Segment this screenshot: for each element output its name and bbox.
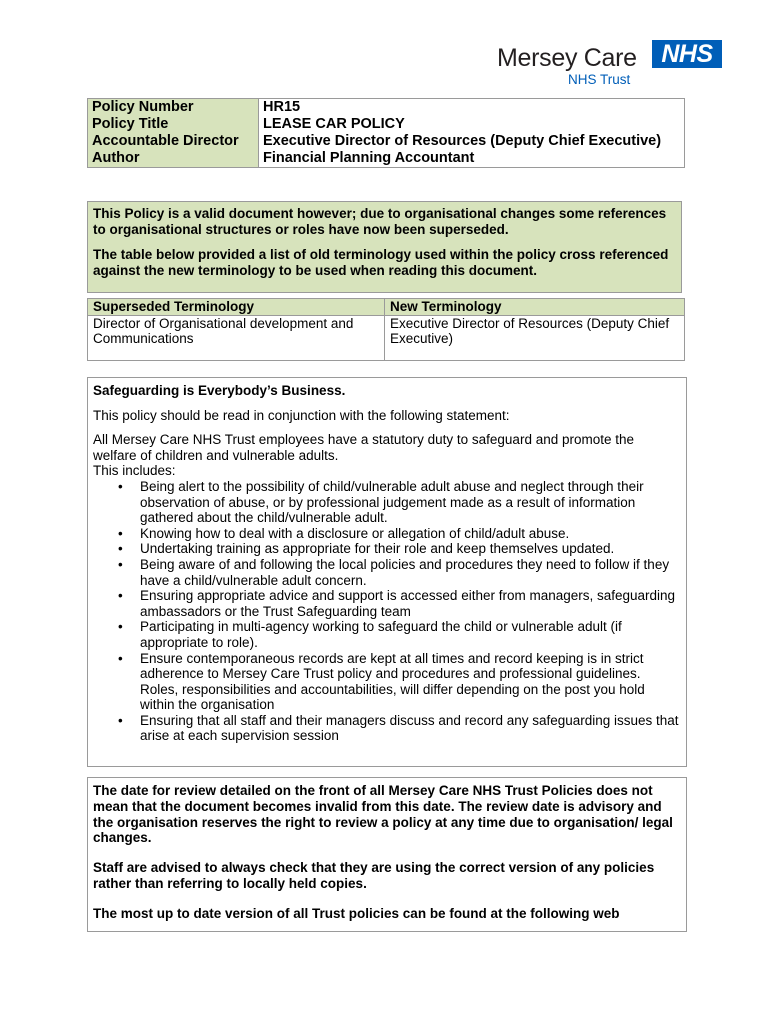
policy-title-label: Policy Title [88, 116, 259, 133]
list-item: • Being aware of and following the local policies and procedures they need to follow if they have a child/vulnerable adult concern. [140, 557, 681, 588]
policy-number-label: Policy Number [88, 99, 259, 117]
new-terminology-header: New Terminology [385, 299, 685, 316]
review-paragraph: Staff are advised to always check that they are using the correct version of any policies rather than referring to locally held copies. [93, 860, 655, 891]
author-label: Author [88, 150, 259, 168]
safeguarding-list [93, 479, 681, 744]
review-paragraph: The date for review detailed on the front of all Mersey Care NHS Trust Policies does not mean that the document becomes invalid from this date. The review date is advisory and the organisation reserves the right to review a policy at any time due to organisation/ legal changes. [93, 783, 673, 846]
table-row [88, 315, 685, 360]
terminology-table [87, 298, 685, 361]
review-paragraph: The most up to date version of all Trust policies can be found at the following web [93, 905, 620, 921]
mersey-care-logo [497, 38, 725, 88]
policy-number-value: HR15 [259, 99, 685, 117]
policy-info-row [88, 99, 685, 117]
list-item: • Ensure contemporaneous records are kept at all times and record keeping is in strict adherence to Mersey Care Trust policy and procedures and professional guidelines. Roles, responsibilities and accountabilities, will differ depending on the post you hold within the organisation [140, 651, 681, 713]
safeguarding-intro: This policy should be read in conjunction with the following statement: [93, 407, 510, 423]
list-item: • Ensuring that all staff and their managers discuss and record any safeguarding issues that arise at each supervision session [140, 713, 681, 744]
logo-org-name: Mersey Care [497, 44, 637, 72]
superseded-term-cell: Director of Organisational development and Communications [88, 315, 385, 360]
author-value: Financial Planning Accountant [259, 150, 685, 168]
list-item: • Ensuring appropriate advice and support is accessed either from managers, safeguarding ambassadors or the Trust Safeguarding team [140, 588, 681, 619]
terminology-header-row [88, 299, 685, 316]
superseded-notice-box [87, 201, 682, 293]
policy-info-row [88, 116, 685, 133]
logo-trust-label: NHS Trust [568, 72, 631, 87]
new-term-cell: Executive Director of Resources (Deputy Chief Executive) [385, 315, 685, 360]
list-item: • Being alert to the possibility of child/vulnerable adult abuse and neglect through their observation of abuse, or by professional judgement made as a result of information gathered about the child/vulnerable adult. [140, 479, 681, 526]
list-item: • Undertaking training as appropriate for their role and keep themselves updated. [140, 541, 681, 557]
safeguarding-box [87, 377, 687, 767]
safeguarding-includes: This includes: [93, 463, 176, 479]
notice-paragraph: The table below provided a list of old terminology used within the policy cross referenced against the new terminology to be used when reading this document. [93, 247, 669, 278]
nhs-badge: NHS [652, 40, 722, 68]
review-date-box [87, 777, 687, 932]
accountable-director-label: Accountable Director [88, 133, 259, 150]
safeguarding-statement: All Mersey Care NHS Trust employees have a statutory duty to safeguard and promote the welfare of children and vulnerable adults. [93, 432, 635, 463]
notice-paragraph: This Policy is a valid document however; due to organisational changes some references to organisational structures or roles have now been superseded. [93, 206, 667, 237]
list-item: • Knowing how to deal with a disclosure or allegation of child/adult abuse. [140, 526, 681, 542]
safeguarding-heading: Safeguarding is Everybody’s Business. [93, 383, 346, 398]
policy-info-table [87, 98, 685, 168]
accountable-director-value: Executive Director of Resources (Deputy Chief Executive) [259, 133, 685, 150]
list-item: • Participating in multi-agency working to safeguard the child or vulnerable adult (if appropriate to role). [140, 619, 681, 650]
policy-info-row [88, 150, 685, 168]
policy-title-value: LEASE CAR POLICY [259, 116, 685, 133]
superseded-terminology-header: Superseded Terminology [88, 299, 385, 316]
policy-info-row [88, 133, 685, 150]
